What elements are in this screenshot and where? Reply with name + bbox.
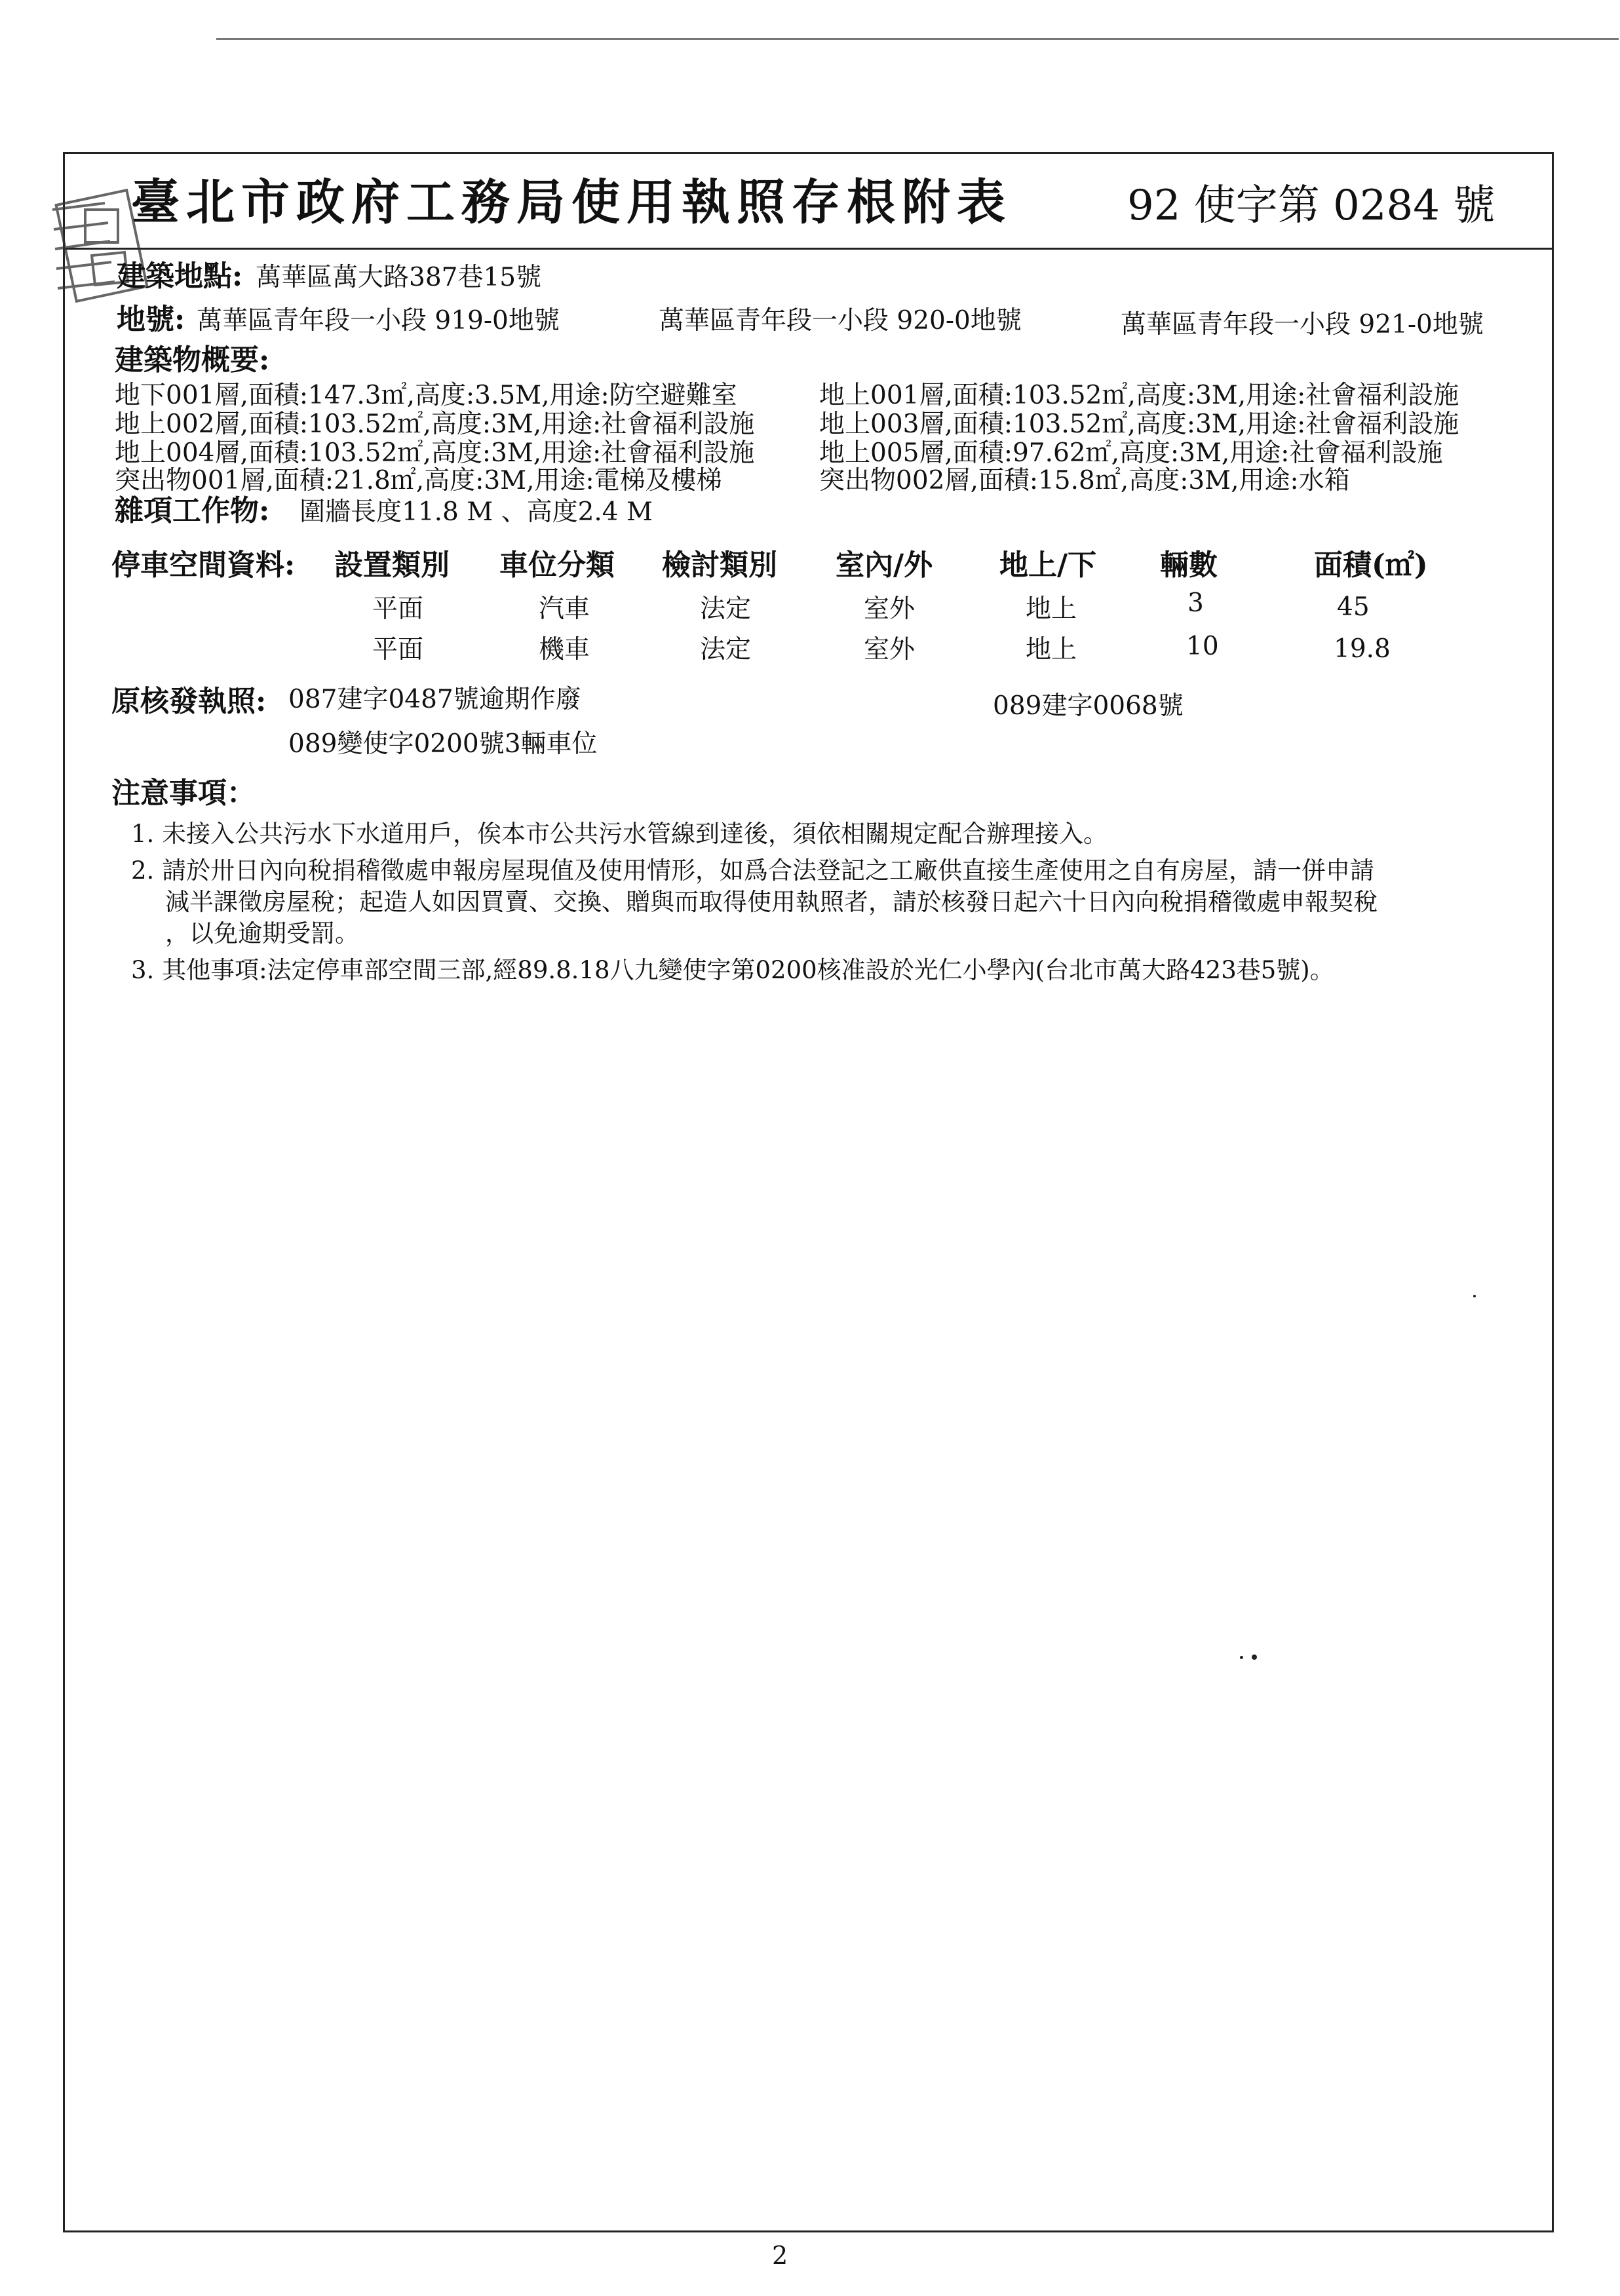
permit-number: 92 使字第 0284 號	[1127, 182, 1495, 230]
parking-cell: 10	[1186, 632, 1219, 661]
parking-header-type: 設置類別	[334, 548, 450, 582]
original-permit-2: 089建字0068號	[993, 691, 1184, 721]
parking-cell: 3	[1187, 588, 1204, 618]
parking-cell: 法定	[700, 594, 752, 624]
page-number: 2	[772, 2241, 788, 2270]
parking-label: 停車空間資料:	[111, 548, 296, 582]
parking-header-area: 面積(㎡)	[1314, 548, 1428, 582]
parking-cell: 法定	[700, 635, 752, 664]
misc-works-value: 圍牆長度11.8 M 、高度2.4 M	[299, 497, 653, 527]
page-title: 臺北市政府工務局使用執照存根附表	[131, 174, 1012, 231]
scan-top-line	[216, 38, 1619, 40]
building-right-1: 地上001層,面積:103.52㎡,高度:3M,用途:社會福利設施	[819, 381, 1459, 410]
note-line: 2. 請於卅日內向稅捐稽徵處申報房屋現值及使用情形，如爲合法登記之工廠供直接生產使用之自有房屋，請一併申請	[131, 856, 1375, 885]
parking-header-indoor: 室內/外	[836, 548, 933, 582]
title-divider	[63, 248, 1554, 250]
note-line: 1. 未接入公共污水下水道用戶，俟本市公共污水管線到達後，須依相關規定配合辦理接入。	[131, 820, 1108, 848]
note-line: 減半課徵房屋稅；起造人如因買賣、交換、贈與而取得使用執照者，請於核發日起六十日內向稅捐稽徵處申報契稅	[165, 888, 1378, 916]
parking-cell: 平面	[372, 635, 424, 664]
note-line: ，以免逾期受罰。	[165, 919, 359, 947]
parking-header-review: 檢討類別	[662, 548, 777, 582]
address-value: 萬華區萬大路387巷15號	[256, 263, 542, 292]
original-permit-3: 089變使字0200號3輛車位	[288, 729, 598, 759]
lot-3: 萬華區青年段一小段 921-0地號	[1121, 310, 1484, 339]
building-left-1: 地下001層,面積:147.3㎡,高度:3.5M,用途:防空避難室	[115, 381, 737, 410]
parking-cell: 汽車	[539, 594, 590, 624]
building-left-2: 地上002層,面積:103.52㎡,高度:3M,用途:社會福利設施	[115, 410, 755, 439]
parking-header-count: 輛數	[1160, 548, 1218, 582]
note-line: 3. 其他事項:法定停車部空間三部,經89.8.18八九變使字第0200核准設於光仁小學內(台北市萬大路423巷5號)。	[131, 956, 1334, 984]
building-left-3: 地上004層,面積:103.52㎡,高度:3M,用途:社會福利設施	[115, 438, 755, 468]
parking-header-class: 車位分類	[499, 548, 615, 582]
parking-cell: 19.8	[1334, 634, 1391, 664]
parking-cell: 地上	[1026, 635, 1077, 664]
building-right-2: 地上003層,面積:103.52㎡,高度:3M,用途:社會福利設施	[819, 410, 1459, 439]
address-label: 建築地點:	[117, 259, 243, 293]
scan-speck	[1252, 1655, 1257, 1660]
building-summary-label: 建築物概要:	[115, 343, 270, 377]
lot-label: 地號:	[117, 303, 185, 336]
lot-1: 萬華區青年段一小段 919-0地號	[197, 306, 560, 335]
building-right-4: 突出物002層,面積:15.8㎡,高度:3M,用途:水箱	[819, 466, 1350, 495]
parking-cell: 45	[1337, 592, 1370, 622]
parking-cell: 平面	[372, 594, 424, 624]
building-right-3: 地上005層,面積:97.62㎡,高度:3M,用途:社會福利設施	[819, 438, 1443, 468]
parking-cell: 地上	[1026, 594, 1077, 624]
scan-speck	[1473, 1295, 1476, 1297]
building-left-4: 突出物001層,面積:21.8㎡,高度:3M,用途:電梯及樓梯	[115, 466, 722, 495]
parking-header-level: 地上/下	[999, 548, 1097, 582]
lot-2: 萬華區青年段一小段 920-0地號	[659, 306, 1022, 335]
scan-speck	[1240, 1656, 1243, 1659]
notes-label: 注意事項：	[111, 776, 256, 810]
original-permit-label: 原核發執照:	[111, 685, 267, 718]
parking-cell: 機車	[539, 635, 590, 664]
parking-cell: 室外	[864, 594, 916, 624]
misc-works-label: 雜項工作物:	[115, 494, 270, 527]
original-permit-1: 087建字0487號逾期作廢	[288, 685, 581, 714]
parking-cell: 室外	[864, 635, 916, 664]
